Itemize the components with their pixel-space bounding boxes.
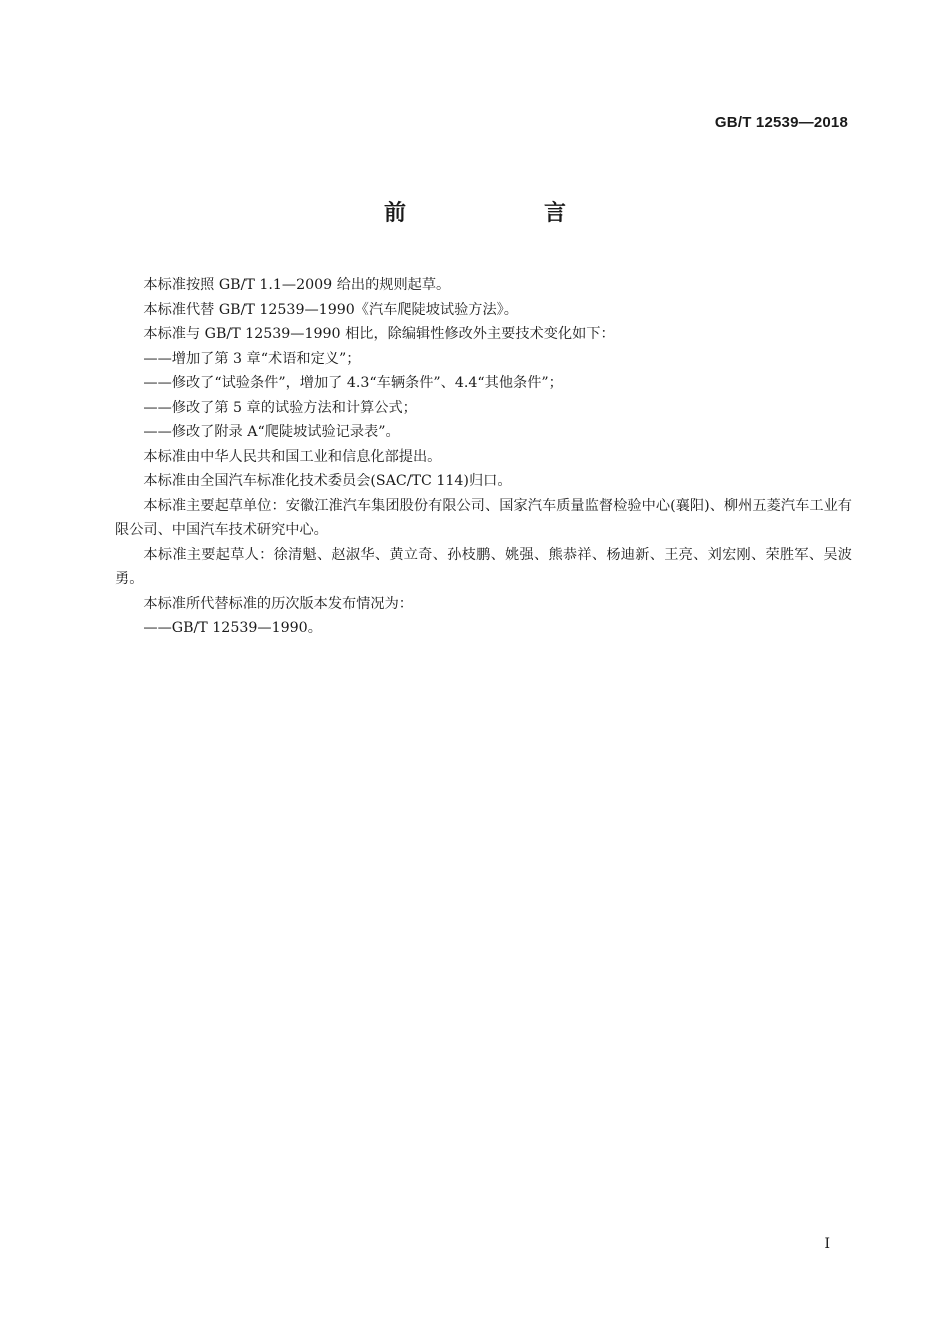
foreword-body	[115, 273, 852, 641]
paragraph: 本标准所代替标准的历次版本发布情况为：	[143, 595, 413, 612]
paragraph: 本标准主要起草单位：安徽江淮汽车集团股份有限公司、国家汽车质量监督检验中心(襄阳)、柳州五菱汽车工业有限公司、中国汽车技术研究中心。	[115, 497, 852, 538]
paragraph: 本标准代替 GB/T 12539—1990《汽车爬陡坡试验方法》。	[143, 301, 518, 318]
list-item: ——修改了“试验条件”，增加了 4.3“车辆条件”、4.4“其他条件”；	[143, 375, 563, 391]
paragraph: 本标准与 GB/T 12539—1990 相比，除编辑性修改外主要技术变化如下：	[143, 326, 615, 342]
list-item: ——增加了第 3 章“术语和定义”；	[143, 350, 361, 367]
paragraph: 本标准由中华人民共和国工业和信息化部提出。	[143, 448, 442, 465]
paragraph: 本标准主要起草人：徐清魁、赵淑华、黄立奇、孙枝鹏、姚强、熊恭祥、杨迪新、王亮、刘宏刚、荣胜军、吴波勇。	[115, 546, 852, 587]
list-item: ——修改了附录 A“爬陡坡试验记录表”。	[143, 424, 400, 440]
standard-code: GB/T 12539—2018	[714, 114, 848, 131]
paragraph: 本标准按照 GB/T 1.1—2009 给出的规则起草。	[143, 277, 451, 293]
page-title: 前 言	[383, 201, 624, 226]
list-item: ——GB/T 12539—1990。	[143, 620, 322, 636]
page-number: I	[824, 1236, 830, 1252]
list-item: ——修改了第 5 章的试验方法和计算公式；	[143, 399, 417, 416]
paragraph: 本标准由全国汽车标准化技术委员会(SAC/TC 114)归口。	[143, 473, 512, 489]
